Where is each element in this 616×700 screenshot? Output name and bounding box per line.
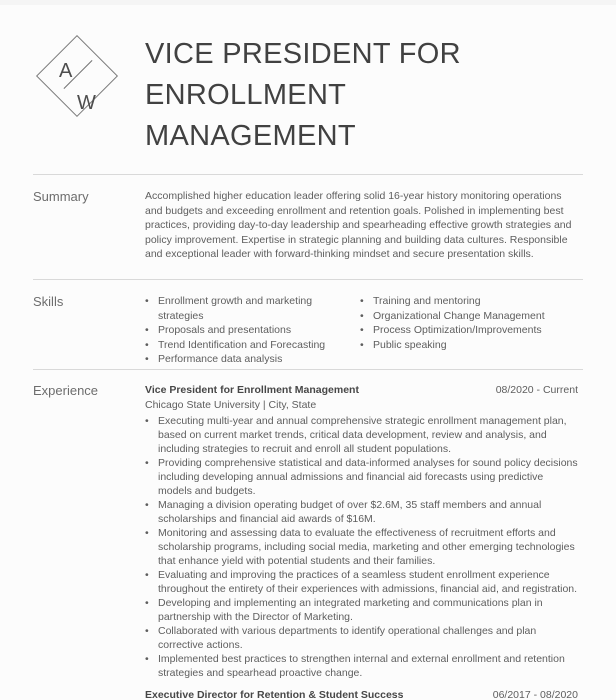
job-bullet-text: Executing multi-year and annual comprehensive strategic enrollment management plan, based on current market trends, critical data development, review and analysis, and including strategies to recruit and enroll all student populations. xyxy=(158,415,567,455)
logo-letter-w: W xyxy=(77,92,96,114)
bullet-icon: • xyxy=(145,597,149,609)
job-bullet-item xyxy=(145,456,578,498)
job-bullet-text: Monitoring and assessing data to evaluate the effectiveness of recruitment efforts and scholarship programs, including social media, marketing and other emerging technologies that enhance yield with potential students and their families. xyxy=(158,527,575,567)
monogram-logo xyxy=(37,36,117,116)
bullet-icon: • xyxy=(360,295,364,307)
logo-letter-a: A xyxy=(59,60,73,82)
experience-section xyxy=(0,370,616,700)
bullet-icon: • xyxy=(360,338,364,351)
job-header xyxy=(145,383,578,398)
bullet-icon: • xyxy=(145,338,149,351)
bullet-icon: • xyxy=(145,415,149,427)
experience-content xyxy=(145,383,583,700)
skill-item xyxy=(360,323,578,338)
skill-label: Proposals and presentations xyxy=(158,324,292,336)
skill-label: Trend Identification and Forecasting xyxy=(158,338,326,351)
skill-label: Performance data analysis xyxy=(158,353,283,365)
bullet-icon: • xyxy=(145,295,149,307)
skill-item xyxy=(360,294,578,309)
skill-item xyxy=(145,338,360,353)
job-company: Chicago State University | City, State xyxy=(145,399,317,411)
bullet-icon: • xyxy=(145,625,149,637)
skill-label: Public speaking xyxy=(373,338,447,351)
skills-columns xyxy=(145,294,583,369)
skill-label: Training and mentoring xyxy=(373,295,481,307)
job-bullet-text: Evaluating and improving the practices of a seamless student enrollment experience throughout the entirety of their experiences with admissions, financial aid, and registration. xyxy=(158,569,578,595)
skill-item xyxy=(145,352,360,367)
job-title: Vice President for Enrollment Management xyxy=(145,384,359,396)
bullet-icon: • xyxy=(145,569,149,581)
job-bullet-text: Developing and implementing an integrated marketing and communications plan in partnership with the Director of Marketing. xyxy=(158,597,543,623)
skills-section xyxy=(0,280,616,369)
bullet-icon: • xyxy=(145,353,149,365)
section-label-summary: Summary xyxy=(33,189,89,204)
skill-item xyxy=(145,323,360,338)
job-date: 08/2020 - Current xyxy=(495,384,578,396)
resume-header xyxy=(0,5,616,174)
job-bullet-text: Implemented best practices to strengthen internal and external enrollment and retention strategies and spearhead proactive change. xyxy=(158,653,565,679)
section-label-skills: Skills xyxy=(33,294,64,309)
bullet-icon: • xyxy=(145,324,149,336)
bullet-icon: • xyxy=(360,309,364,322)
job-header xyxy=(145,688,578,700)
job-bullet-text: Collaborated with various departments to identify operational challenges and plan corrective actions. xyxy=(158,625,537,651)
section-label-experience: Experience xyxy=(33,383,99,398)
skill-label: Enrollment growth and marketing strategies xyxy=(158,295,313,322)
job-date: 06/2017 - 08/2020 xyxy=(492,689,578,700)
bullet-icon: • xyxy=(145,499,149,511)
job-entry xyxy=(145,383,578,680)
job-bullet-item xyxy=(145,498,578,526)
skills-column-2 xyxy=(360,294,578,369)
skill-item xyxy=(360,338,578,353)
job-bullet-item xyxy=(145,414,578,456)
job-bullet-list xyxy=(145,414,578,680)
job-title: Executive Director for Retention & Student Success xyxy=(145,689,404,700)
skill-label: Process Optimization/Improvements xyxy=(373,324,542,336)
skill-label: Organizational Change Management xyxy=(373,309,545,322)
job-bullet-text: Managing a division operating budget of over $2.6M, 35 staff members and annual scholarships and financial aid awards of $16M. xyxy=(158,499,542,525)
job-bullet-text: Providing comprehensive statistical and data-informed analyses for sound policy decisions including developing annual admissions and financial aid forecasts using predictive models and budgets. xyxy=(158,457,578,497)
summary-text: Accomplished higher education leader offering solid 16-year history monitoring operations and budgets and exceeding enrollment and retention goals. Polished in implementing best practices, providing day-to-day leadership and spearheading effective growth strategies and policy improvement. Expertise in strategic planning and building data cultures. Responsible and exceptional leader with forward-thinking mindset and secure presentation skills. xyxy=(145,190,572,260)
job-bullet-item xyxy=(145,624,578,652)
bullet-icon: • xyxy=(145,527,149,539)
page-title: VICE PRESIDENT FOR ENROLLMENT MANAGEMENT xyxy=(145,38,461,152)
summary-section xyxy=(0,175,616,279)
bullet-icon: • xyxy=(145,653,149,665)
job-bullet-item xyxy=(145,652,578,680)
skills-column-1 xyxy=(145,294,360,369)
bullet-icon: • xyxy=(145,457,149,469)
bullet-icon: • xyxy=(360,324,364,336)
job-entry xyxy=(145,688,578,700)
skill-item xyxy=(360,309,578,324)
job-bullet-item xyxy=(145,596,578,624)
job-bullet-item xyxy=(145,526,578,568)
job-bullet-item xyxy=(145,568,578,596)
skill-item xyxy=(145,294,360,323)
